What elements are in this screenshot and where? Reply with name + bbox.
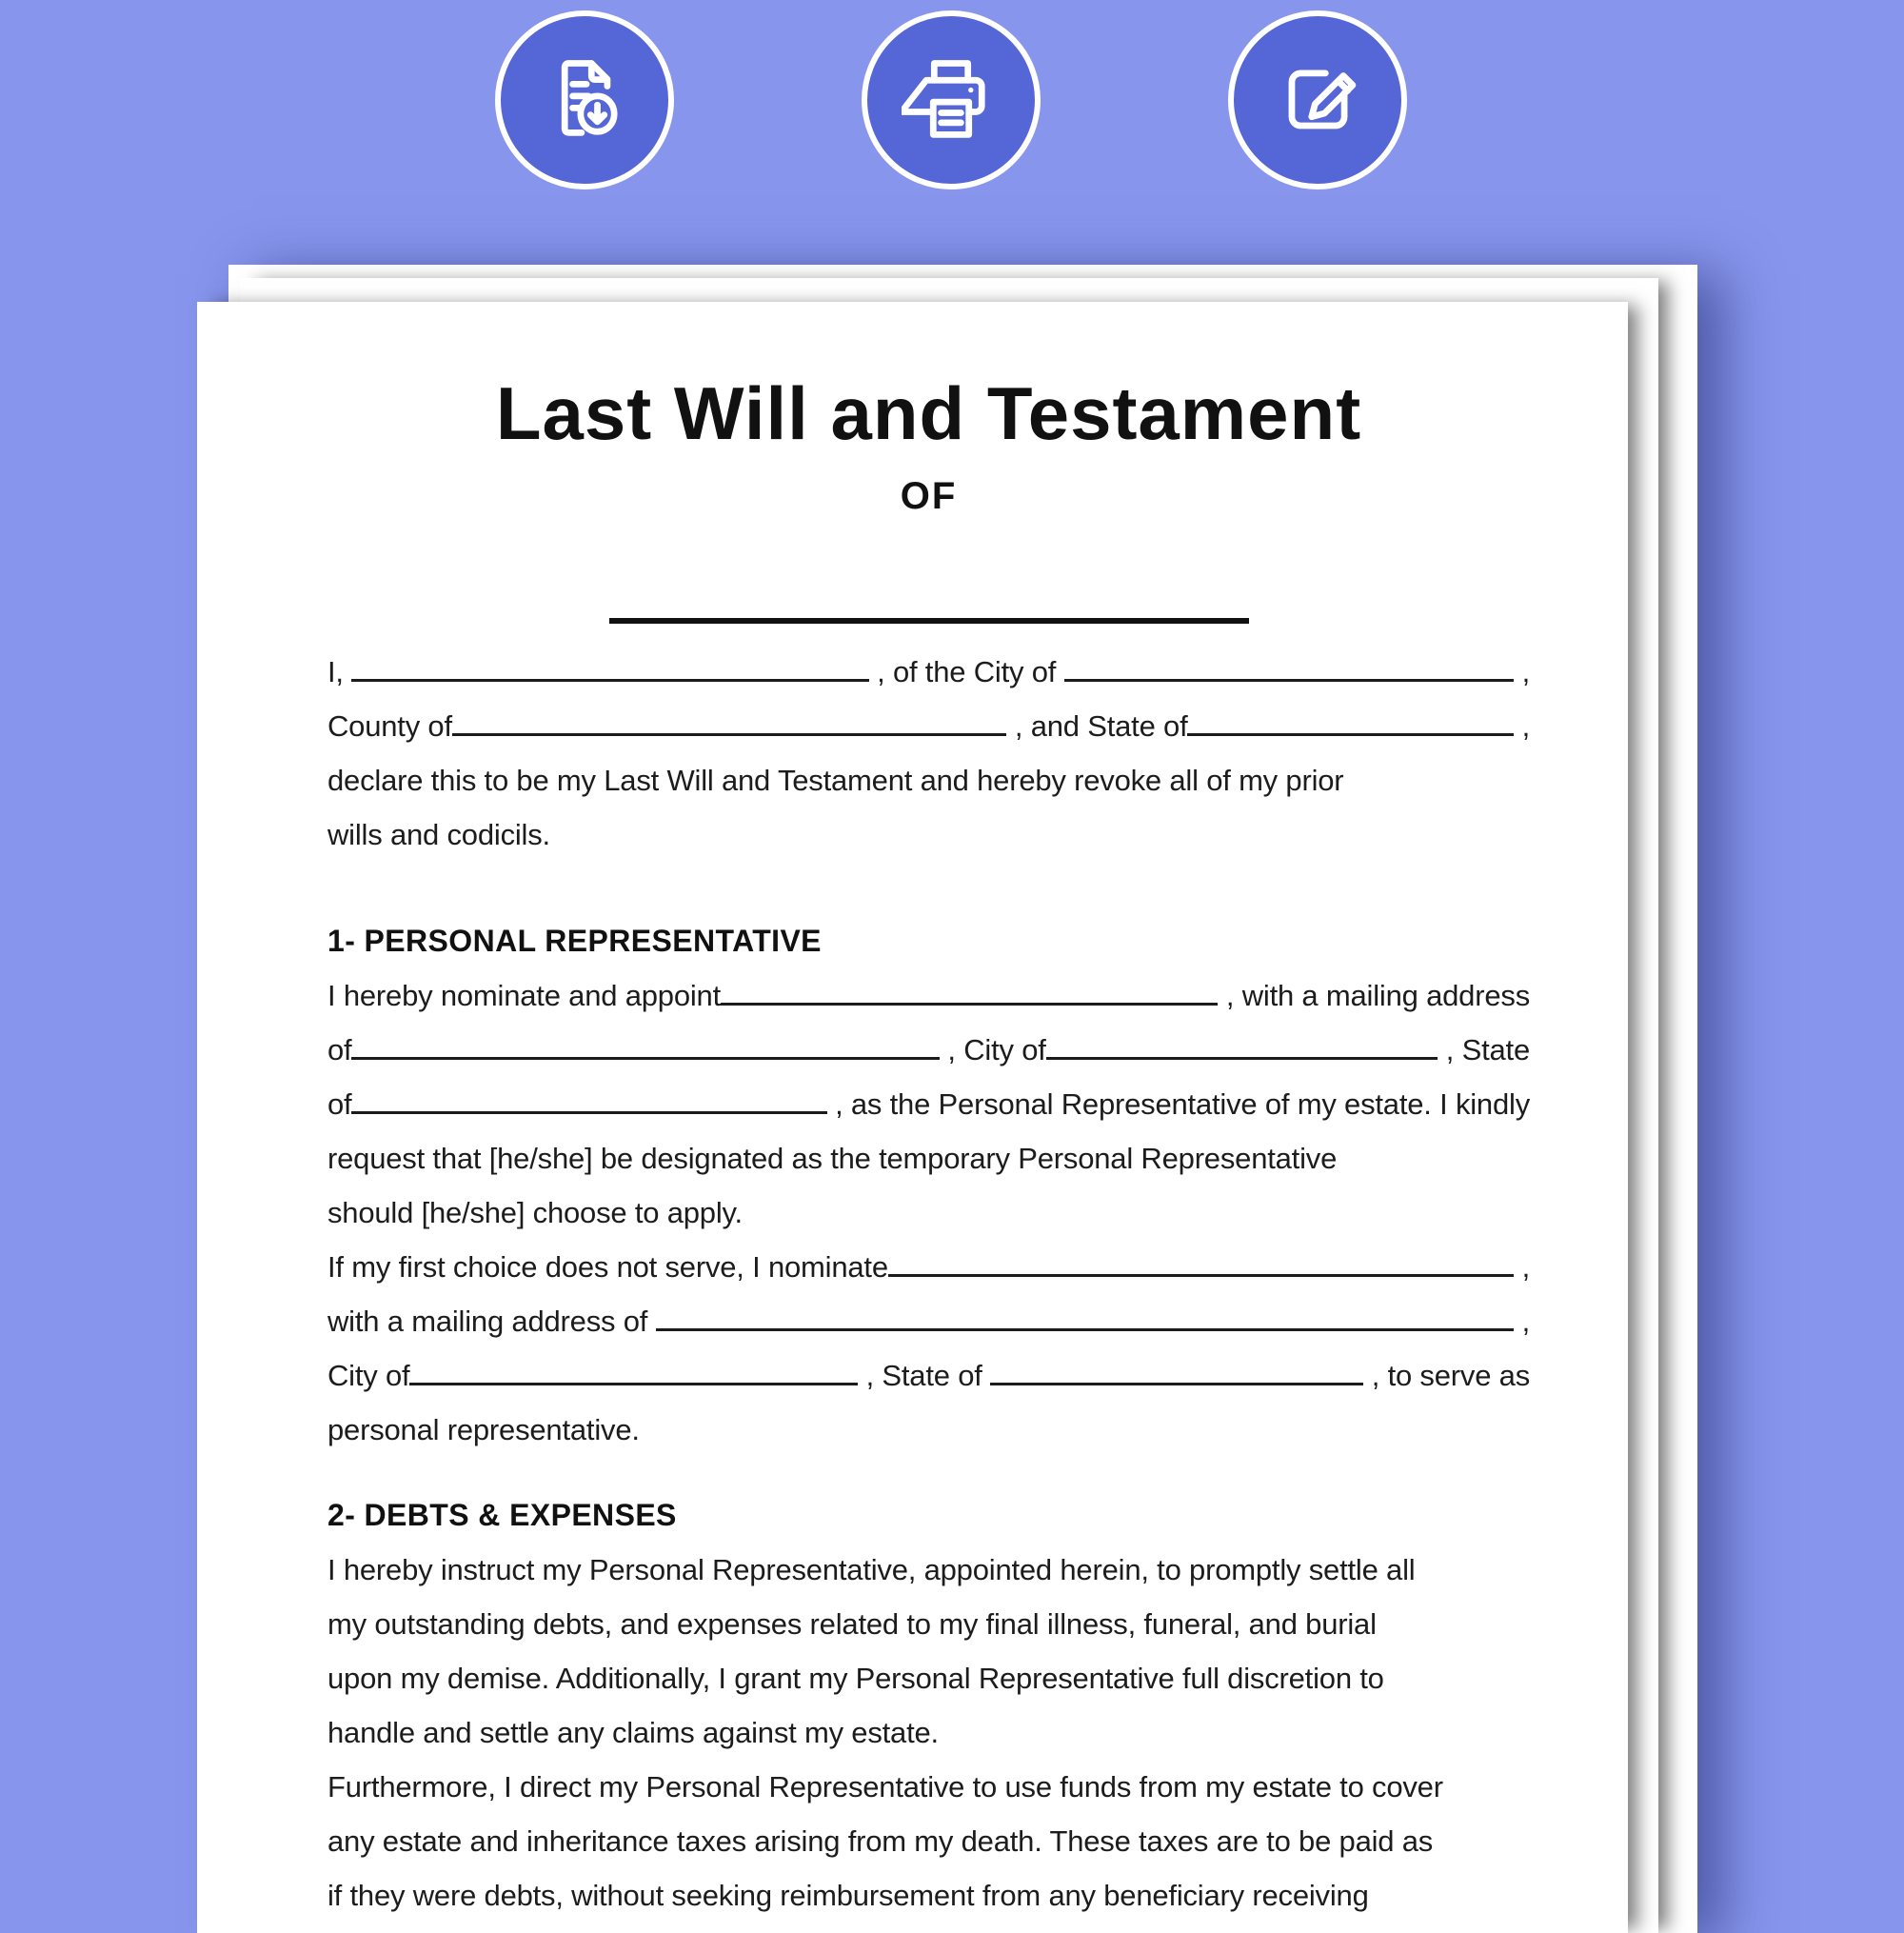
page-sheet-front <box>197 302 1628 1933</box>
text-run: , <box>1514 655 1530 688</box>
text-line <box>327 1023 1530 1077</box>
blank-fill-line <box>409 1383 858 1385</box>
text-line <box>327 807 1530 862</box>
text-run: personal representative. <box>327 1413 640 1446</box>
text-run: , State of <box>858 1359 991 1392</box>
download-document-icon <box>535 50 634 149</box>
text-run: , of the City of <box>868 655 1064 688</box>
text-run: wills and codicils. <box>327 818 550 851</box>
text-line <box>327 1186 1530 1240</box>
text-line <box>327 1760 1530 1814</box>
text-run: of <box>327 1087 352 1121</box>
download-document-button[interactable] <box>495 10 674 189</box>
text-run: handle and settle any claims against my estate. <box>327 1716 939 1749</box>
text-run: Furthermore, I direct my Personal Representative to use funds from my estate to cover <box>327 1770 1443 1803</box>
text-run: if they were debts, without seeking reimbursement from any beneficiary receiving <box>327 1879 1369 1912</box>
blank-fill-line <box>656 1328 1515 1331</box>
blank-fill-line <box>990 1383 1363 1385</box>
text-line <box>327 968 1530 1023</box>
text-run: request that [he/she] be designated as the temporary Personal Representative <box>327 1142 1338 1175</box>
text-run: I hereby instruct my Personal Representative, appointed herein, to promptly settle all <box>327 1553 1416 1586</box>
text-run: City of <box>327 1359 410 1392</box>
text-line <box>327 1348 1530 1403</box>
text-line <box>327 1131 1530 1186</box>
text-run: , <box>1514 1250 1530 1284</box>
section-heading: 1- PERSONAL REPRESENTATIVE <box>327 924 822 958</box>
text-run: , and State of <box>1006 709 1188 743</box>
text-line <box>327 1077 1530 1131</box>
text-run: upon my demise. Additionally, I grant my Personal Representative full discretion to <box>327 1662 1384 1695</box>
document-title: Last Will and Testament <box>495 371 1362 455</box>
text-run: of <box>327 1033 352 1066</box>
text-run: County of <box>327 709 452 743</box>
section-gap <box>327 1457 1530 1488</box>
blank-fill-line <box>888 1274 1514 1277</box>
text-run: , as the Personal Representative of my estate. I kindly <box>826 1087 1530 1121</box>
text-run: my outstanding debts, and expenses related to my final illness, funeral, and burial <box>327 1607 1377 1641</box>
document-content <box>327 302 1530 1923</box>
text-run: with a mailing address of <box>327 1305 656 1338</box>
text-run: any estate and inheritance taxes arising from my death. These taxes are to be paid as <box>327 1824 1434 1858</box>
testator-name-underline <box>609 618 1249 624</box>
document-body <box>327 645 1530 1923</box>
print-icon <box>902 50 1001 149</box>
text-run: , State <box>1438 1033 1530 1066</box>
edit-button[interactable] <box>1228 10 1407 189</box>
blank-fill-line <box>351 1111 826 1114</box>
blank-fill-line <box>721 1003 1218 1006</box>
text-line <box>327 1705 1530 1760</box>
blank-fill-line <box>452 733 1007 736</box>
text-run: I, <box>327 655 352 688</box>
blank-fill-line <box>351 1057 940 1060</box>
text-run: should [he/she] choose to apply. <box>327 1196 743 1229</box>
text-run: , <box>1514 709 1530 743</box>
edit-icon <box>1268 50 1367 149</box>
text-line <box>327 1543 1530 1597</box>
text-run: , with a mailing address <box>1218 979 1530 1012</box>
print-button[interactable] <box>862 10 1041 189</box>
text-line <box>327 1651 1530 1705</box>
text-line <box>327 1403 1530 1457</box>
section-heading: 2- DEBTS & EXPENSES <box>327 1498 677 1532</box>
text-run: declare this to be my Last Will and Testament and hereby revoke all of my prior <box>327 764 1344 797</box>
section-gap <box>327 862 1530 914</box>
text-line <box>327 699 1530 753</box>
document-of-label: OF <box>900 475 958 517</box>
text-run: , City of <box>939 1033 1046 1066</box>
text-run: If my first choice does not serve, I nominate <box>327 1250 888 1284</box>
text-run: , <box>1514 1305 1530 1338</box>
blank-fill-line <box>1064 679 1515 682</box>
text-line <box>327 1294 1530 1348</box>
blank-fill-line <box>351 679 868 682</box>
text-line <box>327 1597 1530 1651</box>
text-line <box>327 1868 1530 1923</box>
blank-fill-line <box>1187 733 1514 736</box>
text-line <box>327 1240 1530 1294</box>
text-run: , to serve as <box>1363 1359 1530 1392</box>
text-line <box>327 753 1530 807</box>
blank-fill-line <box>1046 1057 1438 1060</box>
text-line <box>327 1814 1530 1868</box>
text-run: I hereby nominate and appoint <box>327 979 722 1012</box>
text-line <box>327 645 1530 699</box>
